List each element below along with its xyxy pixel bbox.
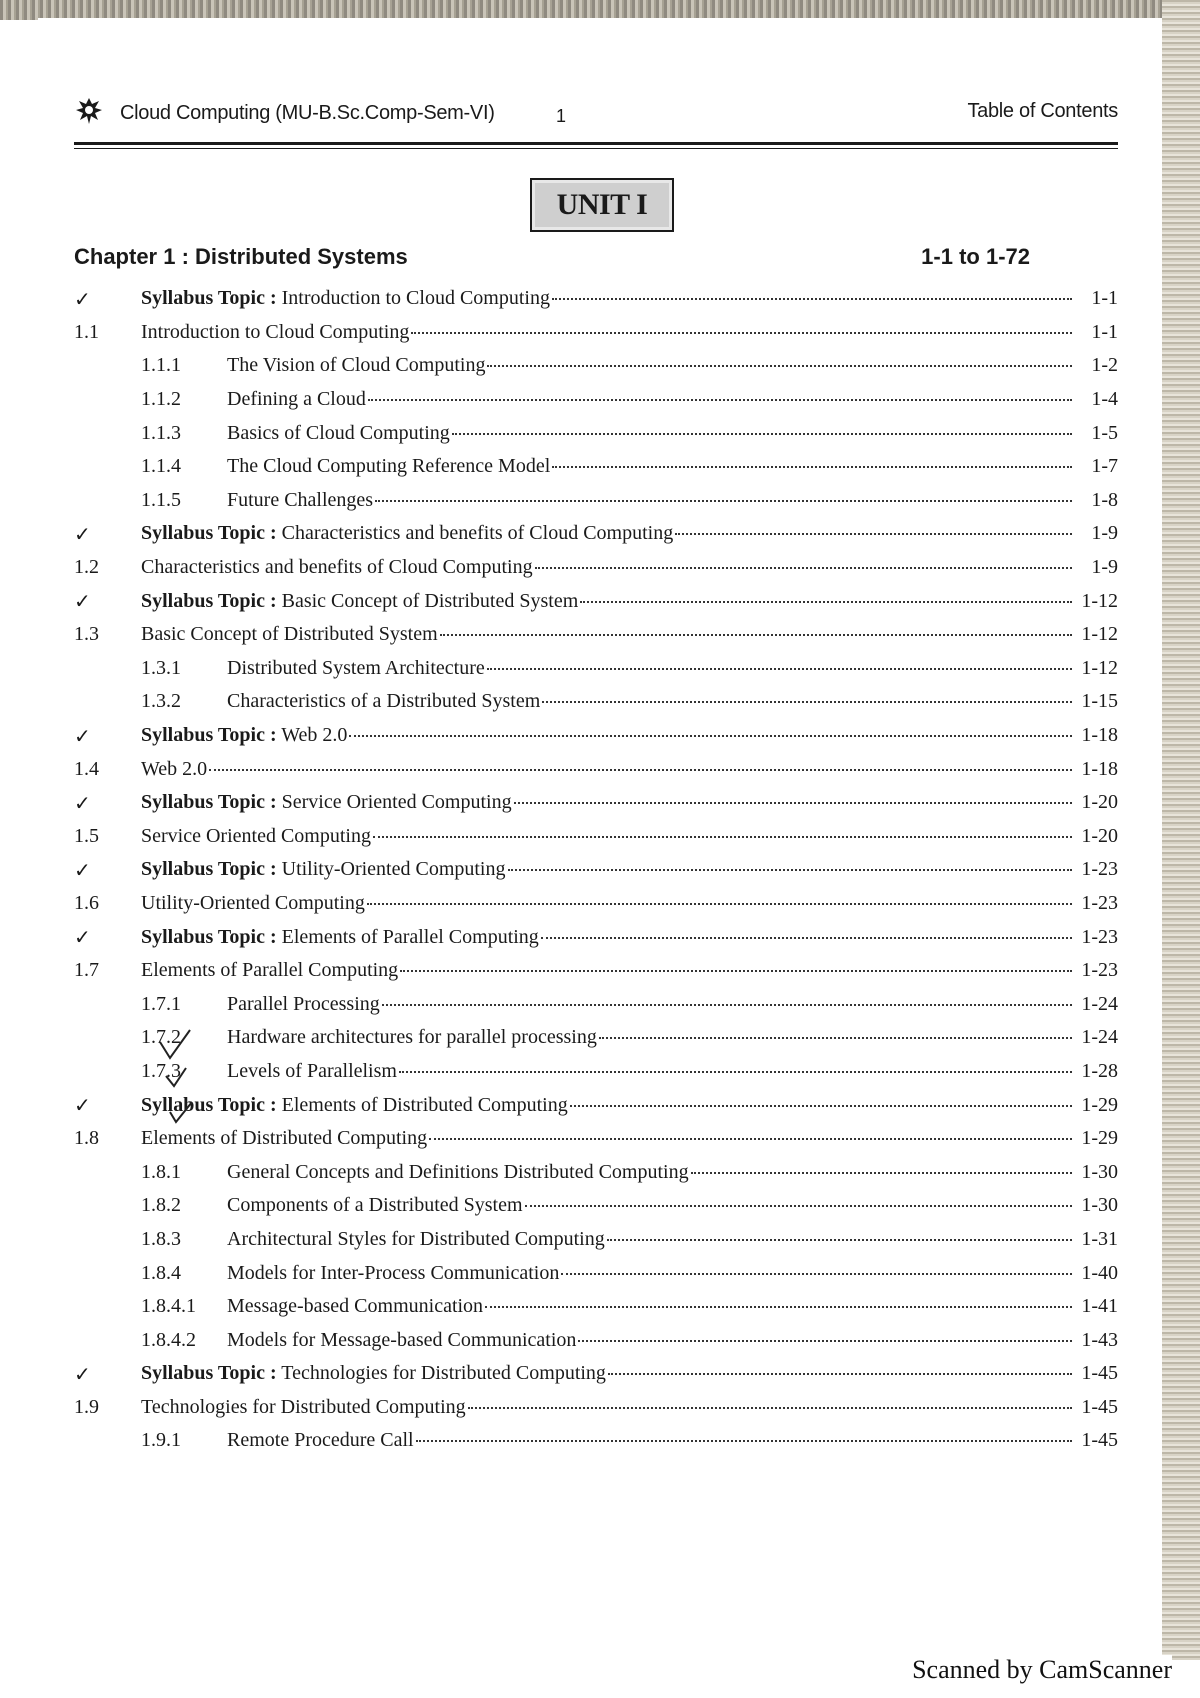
dot-leader — [485, 1306, 1072, 1308]
toc-entry-line — [141, 724, 1118, 747]
check-mark-icon: ✓ — [74, 1093, 91, 1118]
toc-entry-line — [141, 1127, 1118, 1150]
toc-entry-title: Parallel Processing — [227, 992, 380, 1015]
toc-section-row — [74, 820, 1118, 854]
toc-entry-title-group — [141, 1396, 466, 1419]
toc-page-number: 1-20 — [1081, 824, 1118, 847]
header-page-number: 1 — [556, 106, 567, 126]
toc-entry-title: Utility-Oriented Computing — [141, 891, 365, 914]
dot-leader — [578, 1340, 1072, 1342]
toc-page-number: 1-24 — [1081, 1026, 1118, 1049]
toc-entry-title-group — [227, 1060, 397, 1083]
toc-entry-title-group — [141, 522, 673, 545]
toc-page-number: 1-2 — [1091, 354, 1118, 377]
toc-entry-title-group — [141, 287, 550, 310]
toc-subsection-row — [74, 1155, 1118, 1189]
toc-entry-title-group — [227, 690, 540, 713]
toc-page-number: 1-43 — [1081, 1328, 1118, 1351]
toc-page-number: 1-24 — [1081, 992, 1118, 1015]
toc-syllabus-row — [74, 517, 1118, 551]
dot-leader — [349, 735, 1072, 737]
toc-subsection-row — [74, 1323, 1118, 1357]
toc-entry-line — [227, 1429, 1118, 1452]
header-rule-thick — [74, 142, 1118, 145]
dot-leader — [373, 836, 1072, 838]
syllabus-topic-label: Syllabus Topic : — [141, 589, 277, 612]
dot-leader — [580, 601, 1072, 603]
toc-entry-title-group — [141, 858, 506, 881]
toc-entry-title-group — [227, 1194, 523, 1217]
toc-page-number: 1-1 — [1091, 320, 1118, 343]
toc-entry-title-group — [141, 556, 533, 579]
toc-entry-title-group — [227, 455, 550, 478]
toc-page-number: 1-23 — [1081, 858, 1118, 881]
toc-entry-title: Web 2.0 — [141, 757, 208, 780]
toc-page-number: 1-7 — [1091, 455, 1118, 478]
toc-entry-line — [141, 959, 1118, 982]
toc-syllabus-row — [74, 786, 1118, 820]
dot-leader — [416, 1440, 1072, 1442]
dot-leader — [368, 399, 1072, 401]
chapter-page-range: 1-1 to 1-72 — [921, 244, 1030, 269]
dot-leader — [542, 701, 1072, 703]
toc-page-number: 1-30 — [1081, 1194, 1118, 1217]
toc-page-number: 1-18 — [1081, 724, 1118, 747]
toc-section-number: 1.8 — [74, 1127, 99, 1150]
toc-subsection-row — [74, 652, 1118, 686]
toc-entry-title: The Vision of Cloud Computing — [227, 354, 486, 377]
toc-entry-line — [227, 489, 1118, 512]
toc-entry-line — [141, 926, 1118, 949]
toc-list — [74, 282, 1118, 1458]
toc-subsection-row — [74, 1424, 1118, 1458]
toc-syllabus-row — [74, 719, 1118, 753]
syllabus-topic-label: Syllabus Topic : — [141, 522, 277, 545]
toc-entry-line — [141, 892, 1118, 915]
toc-entry-title: Service Oriented Computing — [141, 824, 371, 847]
toc-subsection-row — [74, 1223, 1118, 1257]
toc-entry-title-group — [227, 657, 485, 680]
toc-subsection-number: 1.8.2 — [141, 1194, 181, 1217]
dot-leader — [535, 567, 1072, 569]
toc-entry-title: The Cloud Computing Reference Model — [227, 455, 551, 478]
dot-leader — [468, 1407, 1072, 1409]
toc-entry-title: Elements of Parallel Computing — [281, 925, 539, 948]
dot-leader — [367, 903, 1072, 905]
dot-leader — [399, 1071, 1072, 1073]
toc-entry-title-group — [227, 1161, 689, 1184]
toc-entry-title-group — [227, 388, 366, 411]
document-page — [38, 18, 1162, 1660]
toc-subsection-number: 1.8.4.1 — [141, 1295, 196, 1318]
toc-subsection-number: 1.8.1 — [141, 1160, 181, 1183]
toc-entry-title-group — [141, 1362, 606, 1385]
header-title: Cloud Computing (MU-B.Sc.Comp-Sem-VI) — [120, 102, 495, 124]
dot-leader — [599, 1037, 1072, 1039]
toc-entry-title: Hardware architectures for parallel processing — [227, 1026, 597, 1049]
toc-page-number: 1-31 — [1081, 1227, 1118, 1250]
toc-entry-line — [227, 1228, 1118, 1251]
toc-entry-line — [141, 758, 1118, 781]
toc-subsection-row — [74, 1290, 1118, 1324]
check-mark-icon: ✓ — [74, 790, 91, 815]
toc-entry-title: General Concepts and Definitions Distributed Computing — [227, 1160, 689, 1183]
toc-page-number: 1-1 — [1091, 287, 1118, 310]
syllabus-topic-label: Syllabus Topic : — [141, 1093, 277, 1116]
toc-section-number: 1.5 — [74, 824, 99, 847]
running-header — [74, 96, 1118, 136]
dot-leader — [452, 433, 1072, 435]
toc-entry-title: Remote Procedure Call — [227, 1429, 414, 1452]
toc-section-row — [74, 887, 1118, 921]
dot-leader — [440, 634, 1072, 636]
toc-section-number: 1.7 — [74, 959, 99, 982]
toc-entry-line — [227, 1026, 1118, 1049]
toc-subsection-number: 1.7.1 — [141, 992, 181, 1015]
toc-page-number: 1-23 — [1081, 891, 1118, 914]
toc-subsection-number: 1.3.1 — [141, 656, 181, 679]
toc-subsection-number: 1.1.1 — [141, 354, 181, 377]
toc-subsection-row — [74, 416, 1118, 450]
toc-subsection-number: 1.9.1 — [141, 1429, 181, 1452]
handwritten-tick-marks — [156, 1028, 236, 1138]
toc-entry-title: Characteristics and benefits of Cloud Computing — [141, 556, 533, 579]
toc-page-number: 1-28 — [1081, 1059, 1118, 1082]
toc-entry-title: Defining a Cloud — [227, 388, 366, 411]
toc-entry-line — [141, 321, 1118, 344]
toc-entry-line — [227, 388, 1118, 411]
toc-entry-title-group — [227, 1295, 483, 1318]
toc-entry-line — [227, 1329, 1118, 1352]
toc-subsection-row — [74, 987, 1118, 1021]
toc-section-number: 1.3 — [74, 623, 99, 646]
toc-entry-title: Characteristics of a Distributed System — [227, 690, 541, 713]
toc-subsection-number: 1.3.2 — [141, 690, 181, 713]
toc-subsection-row — [74, 685, 1118, 719]
toc-section-number: 1.2 — [74, 556, 99, 579]
toc-entry-title-group — [141, 926, 539, 949]
toc-entry-line — [141, 590, 1118, 613]
scan-edge-top — [0, 0, 1200, 20]
chapter-heading — [74, 244, 1030, 274]
dot-leader — [552, 466, 1072, 468]
toc-syllabus-row — [74, 920, 1118, 954]
toc-entry-line — [141, 623, 1118, 646]
toc-entry-title-group — [141, 590, 578, 613]
dot-leader — [375, 500, 1072, 502]
toc-subsection-number: 1.1.4 — [141, 455, 181, 478]
toc-entry-line — [227, 1194, 1118, 1217]
dot-leader — [429, 1138, 1072, 1140]
toc-subsection-row — [74, 484, 1118, 518]
toc-syllabus-row — [74, 584, 1118, 618]
toc-section-number: 1.6 — [74, 891, 99, 914]
toc-section-row — [74, 551, 1118, 585]
toc-entry-title: Future Challenges — [227, 488, 374, 511]
toc-section-row — [74, 316, 1118, 350]
toc-entry-line — [141, 1362, 1118, 1385]
dot-leader — [541, 937, 1072, 939]
toc-section-row — [74, 752, 1118, 786]
toc-entry-line — [227, 657, 1118, 680]
toc-entry-title-group — [141, 724, 347, 747]
toc-page-number: 1-12 — [1081, 589, 1118, 612]
toc-section-row — [74, 954, 1118, 988]
toc-page-number: 1-20 — [1081, 791, 1118, 814]
dot-leader — [552, 298, 1072, 300]
toc-subsection-row — [74, 1256, 1118, 1290]
toc-entry-line — [141, 556, 1118, 579]
dot-leader — [400, 970, 1072, 972]
toc-page-number: 1-9 — [1091, 522, 1118, 545]
toc-entry-line — [141, 1396, 1118, 1419]
toc-entry-title-group — [227, 354, 485, 377]
toc-entry-line — [141, 791, 1118, 814]
toc-entry-title: Message-based Communication — [227, 1295, 484, 1318]
toc-entry-title-group — [227, 422, 450, 445]
toc-entry-title-group — [141, 959, 398, 982]
toc-page-number: 1-40 — [1081, 1261, 1118, 1284]
toc-subsection-row — [74, 383, 1118, 417]
toc-entry-title: Technologies for Distributed Computing — [141, 1395, 466, 1418]
toc-entry-title-group — [141, 623, 438, 646]
toc-page-number: 1-23 — [1081, 925, 1118, 948]
toc-entry-line — [227, 1161, 1118, 1184]
toc-subsection-number: 1.8.3 — [141, 1227, 181, 1250]
toc-entry-title-group — [141, 758, 207, 781]
dot-leader — [487, 668, 1072, 670]
toc-page-number: 1-12 — [1081, 656, 1118, 679]
toc-entry-title: Introduction to Cloud Computing — [281, 287, 550, 310]
toc-entry-line — [227, 993, 1118, 1016]
toc-entry-title: Levels of Parallelism — [227, 1059, 397, 1082]
toc-entry-title-group — [227, 1262, 559, 1285]
dot-leader — [209, 769, 1072, 771]
toc-entry-line — [141, 287, 1118, 310]
toc-entry-title: Architectural Styles for Distributed Computing — [227, 1227, 605, 1250]
toc-entry-line — [227, 690, 1118, 713]
toc-entry-title-group — [141, 791, 512, 814]
toc-page-number: 1-29 — [1081, 1127, 1118, 1150]
toc-entry-title: Models for Inter-Process Communication — [227, 1261, 560, 1284]
toc-entry-title: Introduction to Cloud Computing — [141, 320, 410, 343]
chapter-title: Chapter 1 : Distributed Systems — [74, 244, 408, 269]
toc-section-number: 1.4 — [74, 757, 99, 780]
toc-entry-title-group — [227, 1026, 597, 1049]
toc-page-number: 1-45 — [1081, 1395, 1118, 1418]
toc-subsection-number: 1.7.2 — [141, 1026, 181, 1049]
toc-entry-title: Elements of Distributed Computing — [141, 1127, 428, 1150]
toc-entry-line — [141, 1094, 1118, 1117]
toc-entry-line — [141, 825, 1118, 848]
dot-leader — [570, 1105, 1072, 1107]
toc-syllabus-row — [74, 1357, 1118, 1391]
dot-leader — [411, 332, 1072, 334]
toc-section-row — [74, 618, 1118, 652]
syllabus-topic-label: Syllabus Topic : — [141, 925, 277, 948]
toc-section-row — [74, 1391, 1118, 1425]
toc-subsection-number: 1.1.2 — [141, 388, 181, 411]
toc-page-number: 1-30 — [1081, 1160, 1118, 1183]
toc-page-number: 1-23 — [1081, 959, 1118, 982]
toc-section-number: 1.9 — [74, 1395, 99, 1418]
toc-subsection-row — [74, 450, 1118, 484]
syllabus-topic-label: Syllabus Topic : — [141, 858, 277, 881]
toc-entry-line — [141, 522, 1118, 545]
check-mark-icon: ✓ — [74, 286, 91, 311]
toc-page-number: 1-5 — [1091, 421, 1118, 444]
toc-entry-title-group — [227, 1429, 414, 1452]
check-mark-icon: ✓ — [74, 723, 91, 748]
toc-entry-title: Distributed System Architecture — [227, 656, 485, 679]
dot-leader — [525, 1205, 1072, 1207]
toc-entry-title-group — [227, 1329, 576, 1352]
toc-page-number: 1-9 — [1091, 556, 1118, 579]
toc-entry-line — [227, 1295, 1118, 1318]
syllabus-topic-label: Syllabus Topic : — [141, 791, 277, 814]
header-rule-thin — [74, 148, 1118, 149]
toc-entry-line — [227, 1262, 1118, 1285]
toc-subsection-number: 1.8.4.2 — [141, 1328, 196, 1351]
toc-page-number: 1-45 — [1081, 1362, 1118, 1385]
toc-entry-title: Components of a Distributed System — [227, 1194, 523, 1217]
toc-entry-title: Basics of Cloud Computing — [227, 421, 450, 444]
syllabus-topic-label: Syllabus Topic : — [141, 1362, 277, 1385]
toc-entry-line — [141, 858, 1118, 881]
toc-entry-title-group — [227, 993, 380, 1016]
header-section: Table of Contents — [967, 100, 1118, 122]
toc-entry-title-group — [141, 825, 371, 848]
toc-entry-title: Utility-Oriented Computing — [281, 858, 506, 881]
dot-leader — [608, 1373, 1072, 1375]
dot-leader — [691, 1172, 1072, 1174]
toc-page-number: 1-18 — [1081, 757, 1118, 780]
syllabus-topic-label: Syllabus Topic : — [141, 287, 277, 310]
toc-page-number: 1-29 — [1081, 1093, 1118, 1116]
toc-subsection-number: 1.1.3 — [141, 421, 181, 444]
toc-entry-title-group — [227, 489, 373, 512]
toc-entry-title: Elements of Parallel Computing — [141, 959, 399, 982]
toc-subsection-row — [74, 349, 1118, 383]
dot-leader — [514, 802, 1072, 804]
toc-entry-title: Basic Concept of Distributed System — [281, 589, 579, 612]
toc-entry-title-group — [141, 892, 365, 915]
toc-entry-line — [227, 455, 1118, 478]
toc-subsection-number: 1.7.3 — [141, 1059, 181, 1082]
toc-section-number: 1.1 — [74, 320, 99, 343]
dot-leader — [675, 533, 1072, 535]
dot-leader — [487, 365, 1072, 367]
toc-entry-line — [227, 354, 1118, 377]
toc-entry-line — [227, 422, 1118, 445]
toc-entry-title: Models for Message-based Communication — [227, 1328, 577, 1351]
dot-leader — [382, 1004, 1072, 1006]
dot-leader — [561, 1273, 1072, 1275]
toc-entry-line — [227, 1060, 1118, 1083]
toc-entry-title: Basic Concept of Distributed System — [141, 623, 438, 646]
toc-subsection-number: 1.8.4 — [141, 1261, 181, 1284]
dot-leader — [508, 869, 1073, 871]
toc-page-number: 1-8 — [1091, 488, 1118, 511]
toc-entry-title-group — [141, 321, 409, 344]
dot-leader — [607, 1239, 1072, 1241]
toc-page-number: 1-4 — [1091, 388, 1118, 411]
toc-entry-title: Elements of Distributed Computing — [281, 1093, 568, 1116]
syllabus-topic-label: Syllabus Topic : — [141, 724, 277, 747]
check-mark-icon: ✓ — [74, 857, 91, 882]
toc-page-number: 1-15 — [1081, 690, 1118, 713]
unit-label: UNIT I — [556, 188, 648, 221]
scan-edge-right — [1162, 0, 1200, 1660]
toc-entry-title: Web 2.0 — [281, 724, 348, 747]
toc-subsection-number: 1.1.5 — [141, 488, 181, 511]
toc-entry-title: Technologies for Distributed Computing — [281, 1362, 606, 1385]
publisher-logo-icon — [74, 96, 104, 126]
scanner-watermark: Scanned by CamScanner — [912, 1655, 1172, 1684]
unit-heading-box — [530, 178, 674, 232]
check-mark-icon: ✓ — [74, 925, 91, 950]
toc-syllabus-row — [74, 853, 1118, 887]
toc-subsection-row — [74, 1189, 1118, 1223]
toc-page-number: 1-41 — [1081, 1295, 1118, 1318]
toc-syllabus-row — [74, 282, 1118, 316]
toc-entry-title: Characteristics and benefits of Cloud Computing — [281, 522, 674, 545]
toc-page-number: 1-12 — [1081, 623, 1118, 646]
toc-entry-title: Service Oriented Computing — [281, 791, 512, 814]
toc-page-number: 1-45 — [1081, 1429, 1118, 1452]
check-mark-icon: ✓ — [74, 521, 91, 546]
toc-entry-title-group — [227, 1228, 605, 1251]
check-mark-icon: ✓ — [74, 589, 91, 614]
check-mark-icon: ✓ — [74, 1361, 91, 1386]
